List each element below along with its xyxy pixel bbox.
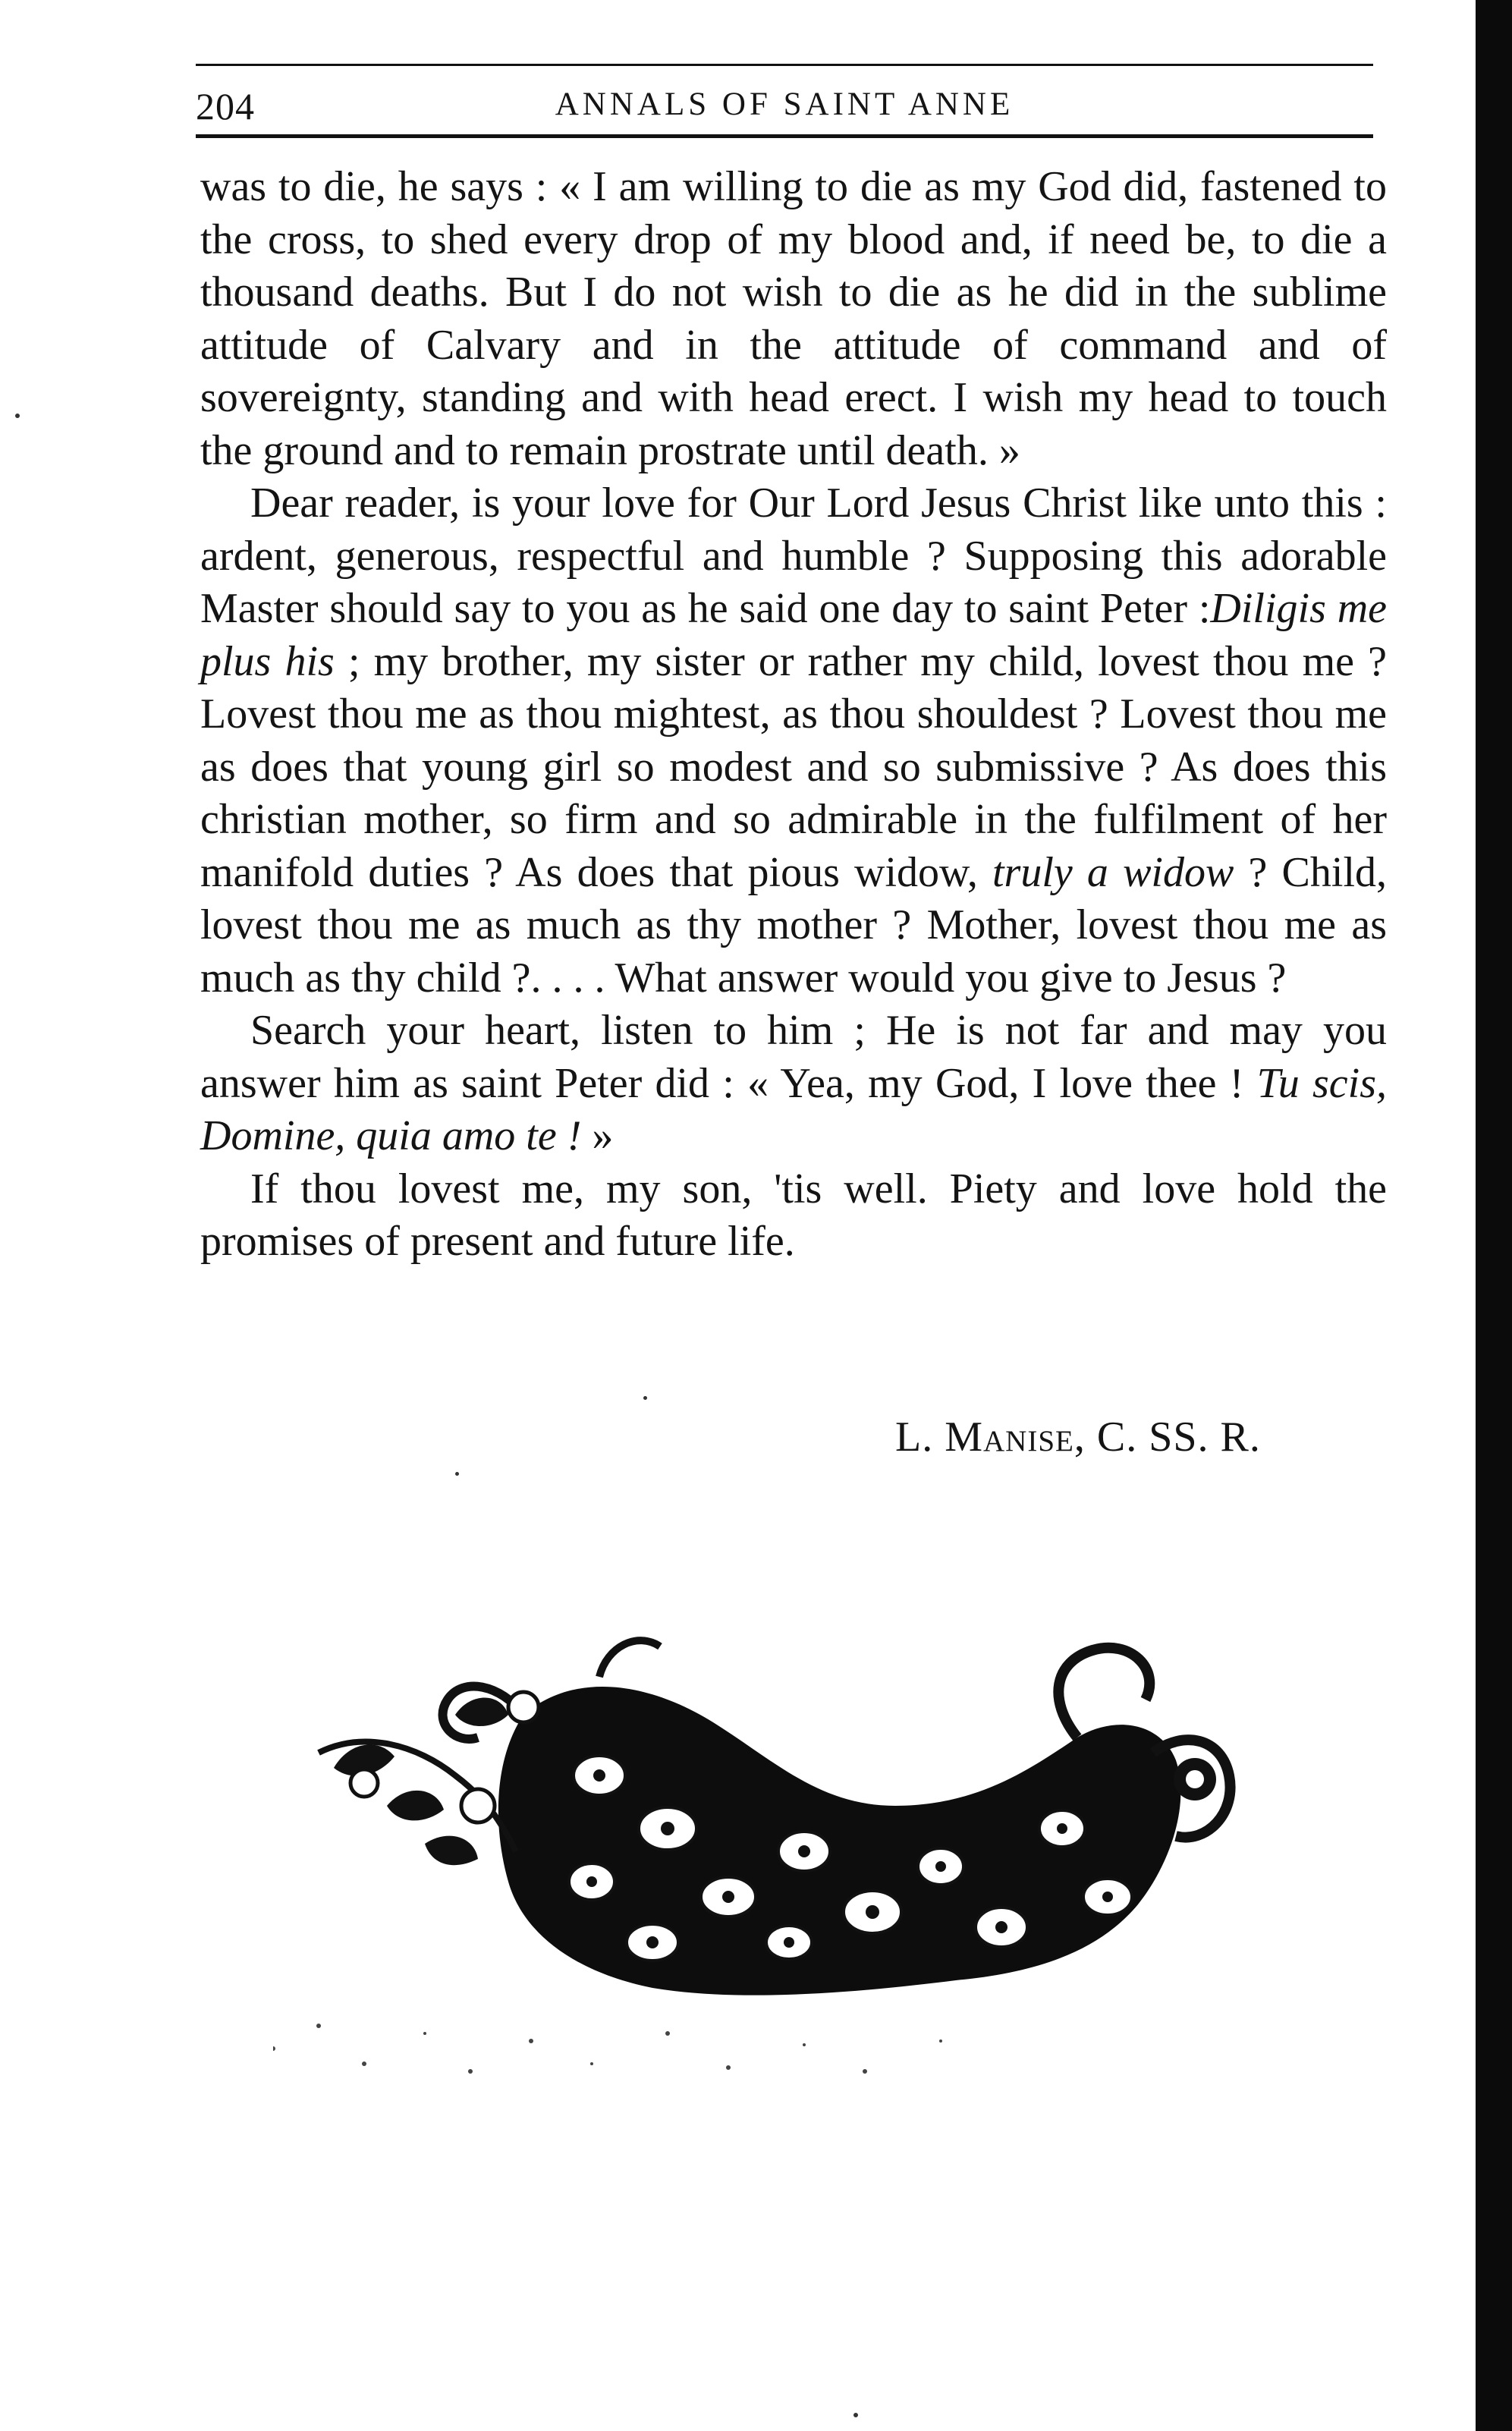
paragraph-3-text-b: » <box>581 1112 614 1159</box>
paragraph-2-text-b: ; my brother, my sister or rather my child, lovest thou me ? Lovest thou me as thou mightest, as thou shouldest ? Lovest thou me as does that young girl so modest and so submissive ? As does this christian mother, so firm and so admirable in the fulfilment of her manifold duties ? As does that pious widow, <box>200 637 1387 896</box>
author-signature <box>895 1413 1261 1461</box>
signature-suffix: , C. SS. R. <box>1073 1414 1261 1461</box>
paragraph-1: was to die, he says : « I am willing to die as my God did, fastened to the cross, to shed every drop of my blood and, if need be, to die a thousand deaths. But I do not wish to die as he did in the sublime attitude of Calvary and in the attitude of command and of sovereignty, standing and with head erect. I wish my head to touch the ground and to remain prostrate until death. » <box>200 163 1387 474</box>
page-number: 204 <box>196 85 255 127</box>
running-title: ANNALS OF SAINT ANNE <box>555 86 1014 122</box>
latin-quote-tu-scis: Tu scis, Domine, quia amo te ! <box>200 1059 1387 1159</box>
paragraph-2-text-c: ? Child, lovest thou me as much as thy mother ? Mother, lovest thou me as much as thy child ?. . . . What answer would you give to Jesus ? <box>200 848 1388 1002</box>
paragraph-3-text-a: Search your heart, listen to him ; He is not far and may you answer him as saint Peter did : « Yea, my God, I love thee ! <box>200 1007 1387 1107</box>
latin-quote-diligis: Diligis me plus his <box>200 585 1387 685</box>
article-body <box>200 161 1387 1269</box>
paragraph-4: If thou lovest me, my son, 'tis well. Piety and love hold the promises of present and future life. <box>200 1165 1387 1265</box>
paragraph-2-text-a: Dear reader, is your love for Our Lord Jesus Christ like unto this : ardent, generous, respectful and humble ? Supposing this adorable Master should say to you as he said one day to saint Peter : <box>200 480 1387 632</box>
page-edge-shadow <box>1476 0 1512 2431</box>
print-speck <box>455 1472 459 1476</box>
print-speck <box>853 2413 858 2417</box>
paragraph-2 <box>200 477 1387 1005</box>
paragraph-3 <box>200 1005 1387 1163</box>
italic-truly-a-widow: truly a widow <box>992 848 1234 896</box>
running-header <box>196 64 1373 138</box>
print-speck <box>15 414 20 418</box>
signature-name: Manise <box>945 1414 1074 1461</box>
signature-initial: L. <box>895 1414 945 1461</box>
print-speck <box>643 1396 647 1400</box>
floral-ornament-icon <box>273 1578 1381 2109</box>
